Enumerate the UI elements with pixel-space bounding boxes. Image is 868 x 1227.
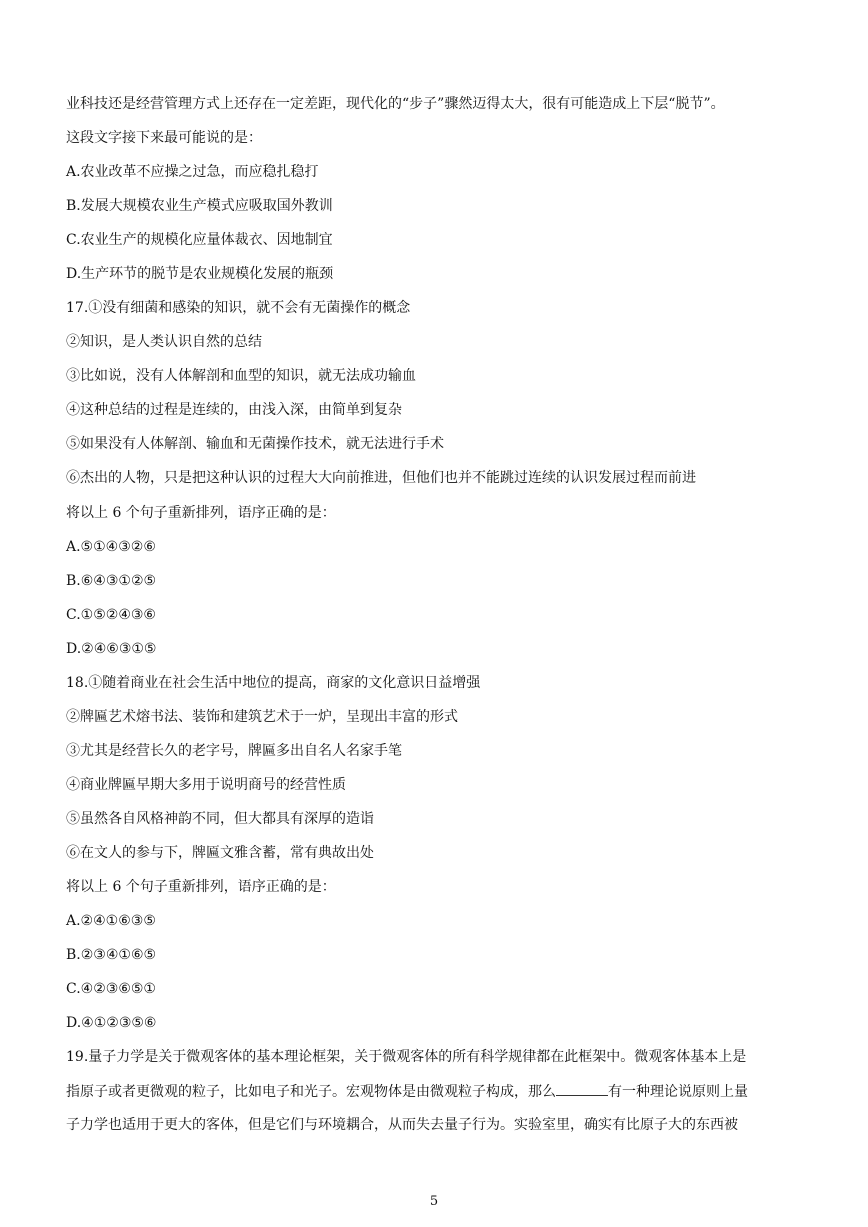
sentence-item: ③比如说，没有人体解剖和血型的知识，就无法成功输血 — [66, 368, 416, 384]
passage-line: 19.量子力学是关于微观客体的基本理论框架，关于微观客体的所有科学规律都在此框架中。微观客体基本上是 — [66, 1049, 747, 1065]
question-prompt: 将以上 6 个句子重新排列，语序正确的是： — [66, 505, 336, 521]
answer-option-a: A.②④①⑥③⑤ — [66, 913, 156, 929]
answer-option-c: C.①⑤②④③⑥ — [66, 607, 156, 623]
answer-option-c: C.农业生产的规模化应量体裁衣、因地制宜 — [66, 232, 333, 248]
answer-option-a: A.⑤①④③②⑥ — [66, 539, 156, 555]
answer-option-d: D.生产环节的脱节是农业规模化发展的瓶颈 — [66, 266, 334, 282]
question-prompt: 这段文字接下来最可能说的是： — [66, 130, 262, 146]
sentence-item: ⑥在文人的参与下，牌匾文雅含蓄，常有典故出处 — [66, 845, 374, 861]
page-number: 5 — [429, 1194, 439, 1209]
passage-line — [66, 1081, 748, 1102]
answer-option-d: D.④①②③⑤⑥ — [66, 1015, 157, 1031]
answer-option-b: B.发展大规模农业生产模式应吸取国外教训 — [66, 198, 333, 214]
passage-line: 业科技还是经营管理方式上还存在一定差距，现代化的“步子”骤然迈得太大，很有可能造成上下层“脱节”。 — [66, 96, 725, 112]
sentence-item: ⑥杰出的人物，只是把这种认识的过程大大向前推进，但他们也并不能跳过连续的认识发展过程而前进 — [66, 470, 696, 486]
sentence-item: ⑤虽然各自风格神韵不同，但大都具有深厚的造诣 — [66, 811, 374, 827]
sentence-item: ⑤如果没有人体解剖、输血和无菌操作技术，就无法进行手术 — [66, 436, 444, 452]
passage-text: 有一种理论说原则上量 — [608, 1084, 748, 1100]
answer-option-c: C.④②③⑥⑤① — [66, 981, 156, 997]
fill-in-blank — [556, 1081, 608, 1096]
sentence-item: ④商业牌匾早期大多用于说明商号的经营性质 — [66, 777, 346, 793]
answer-option-d: D.②④⑥③①⑤ — [66, 641, 157, 657]
passage-text: 指原子或者更微观的粒子，比如电子和光子。宏观物体是由微观粒子构成，那么 — [66, 1084, 556, 1100]
sentence-item: ③尤其是经营长久的老字号，牌匾多出自名人名家手笔 — [66, 743, 402, 759]
answer-option-b: B.⑥④③①②⑤ — [66, 573, 157, 589]
question-prompt: 将以上 6 个句子重新排列，语序正确的是： — [66, 879, 336, 895]
answer-option-a: A.农业改革不应操之过急，而应稳扎稳打 — [66, 164, 319, 180]
sentence-item: ④这种总结的过程是连续的，由浅入深，由简单到复杂 — [66, 402, 402, 418]
answer-option-b: B.②③④①⑥⑤ — [66, 947, 157, 963]
passage-line: 子力学也适用于更大的客体，但是它们与环境耦合，从而失去量子行为。实验室里，确实有比原子大的东西被 — [66, 1117, 738, 1133]
sentence-item: ②牌匾艺术熔书法、装饰和建筑艺术于一炉，呈现出丰富的形式 — [66, 709, 458, 725]
sentence-item: ②知识，是人类认识自然的总结 — [66, 334, 262, 350]
sentence-item: 17.①没有细菌和感染的知识，就不会有无菌操作的概念 — [66, 300, 411, 316]
sentence-item: 18.①随着商业在社会生活中地位的提高，商家的文化意识日益增强 — [66, 675, 481, 691]
